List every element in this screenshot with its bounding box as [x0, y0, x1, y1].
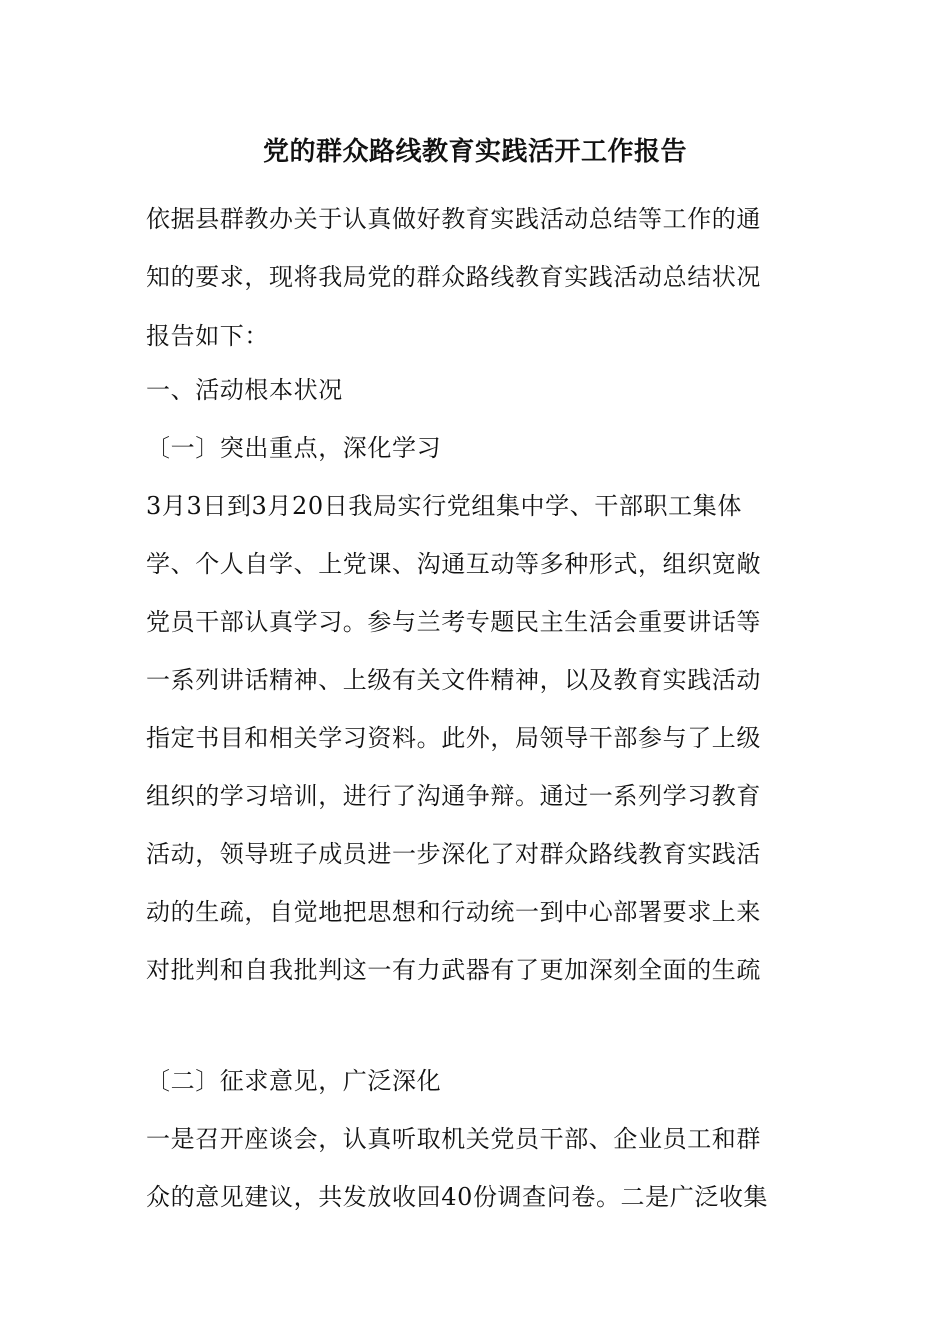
paragraph-line: 学、个人自学、上党课、沟通互动等多种形式，组织宽敞 [146, 550, 761, 578]
paragraph-line: 党员干部认真学习。参与兰考专题民主生活会重要讲话等 [146, 608, 761, 636]
subsection-heading: 〔一〕突出重点，深化学习 [146, 434, 442, 462]
paragraph-line: 活动，领导班子成员进一步深化了对群众路线教育实践活 [146, 840, 761, 868]
paragraph-line: 报告如下： [146, 322, 269, 350]
paragraph-line: 指定书目和相关学习资料。此外，局领导干部参与了上级 [146, 724, 761, 752]
paragraph-line: 依据县群教办关于认真做好教育实践活动总结等工作的通 [146, 205, 761, 233]
subsection-heading: 〔二〕征求意见，广泛深化 [146, 1067, 442, 1095]
paragraph-line: 对批判和自我批判这一有力武器有了更加深刻全面的生疏 [146, 956, 761, 984]
paragraph-line: 知的要求，现将我局党的群众路线教育实践活动总结状况 [146, 263, 761, 291]
paragraph-line: 组织的学习培训，进行了沟通争辩。通过一系列学习教育 [146, 782, 761, 810]
document-title: 党的群众路线教育实践活开工作报告 [262, 137, 687, 167]
section-heading: 一、活动根本状况 [146, 376, 343, 404]
paragraph-line: 众的意见建议，共发放收回40份调查问卷。二是广泛收集 [146, 1183, 769, 1211]
paragraph-line: 动的生疏，自觉地把思想和行动统一到中心部署要求上来 [146, 898, 761, 926]
paragraph-line: 一是召开座谈会，认真听取机关党员干部、企业员工和群 [146, 1125, 761, 1153]
paragraph-line: 一系列讲话精神、上级有关文件精神，以及教育实践活动 [146, 666, 761, 694]
paragraph-line: 3月3日到3月20日我局实行党组集中学、干部职工集体 [146, 492, 742, 520]
